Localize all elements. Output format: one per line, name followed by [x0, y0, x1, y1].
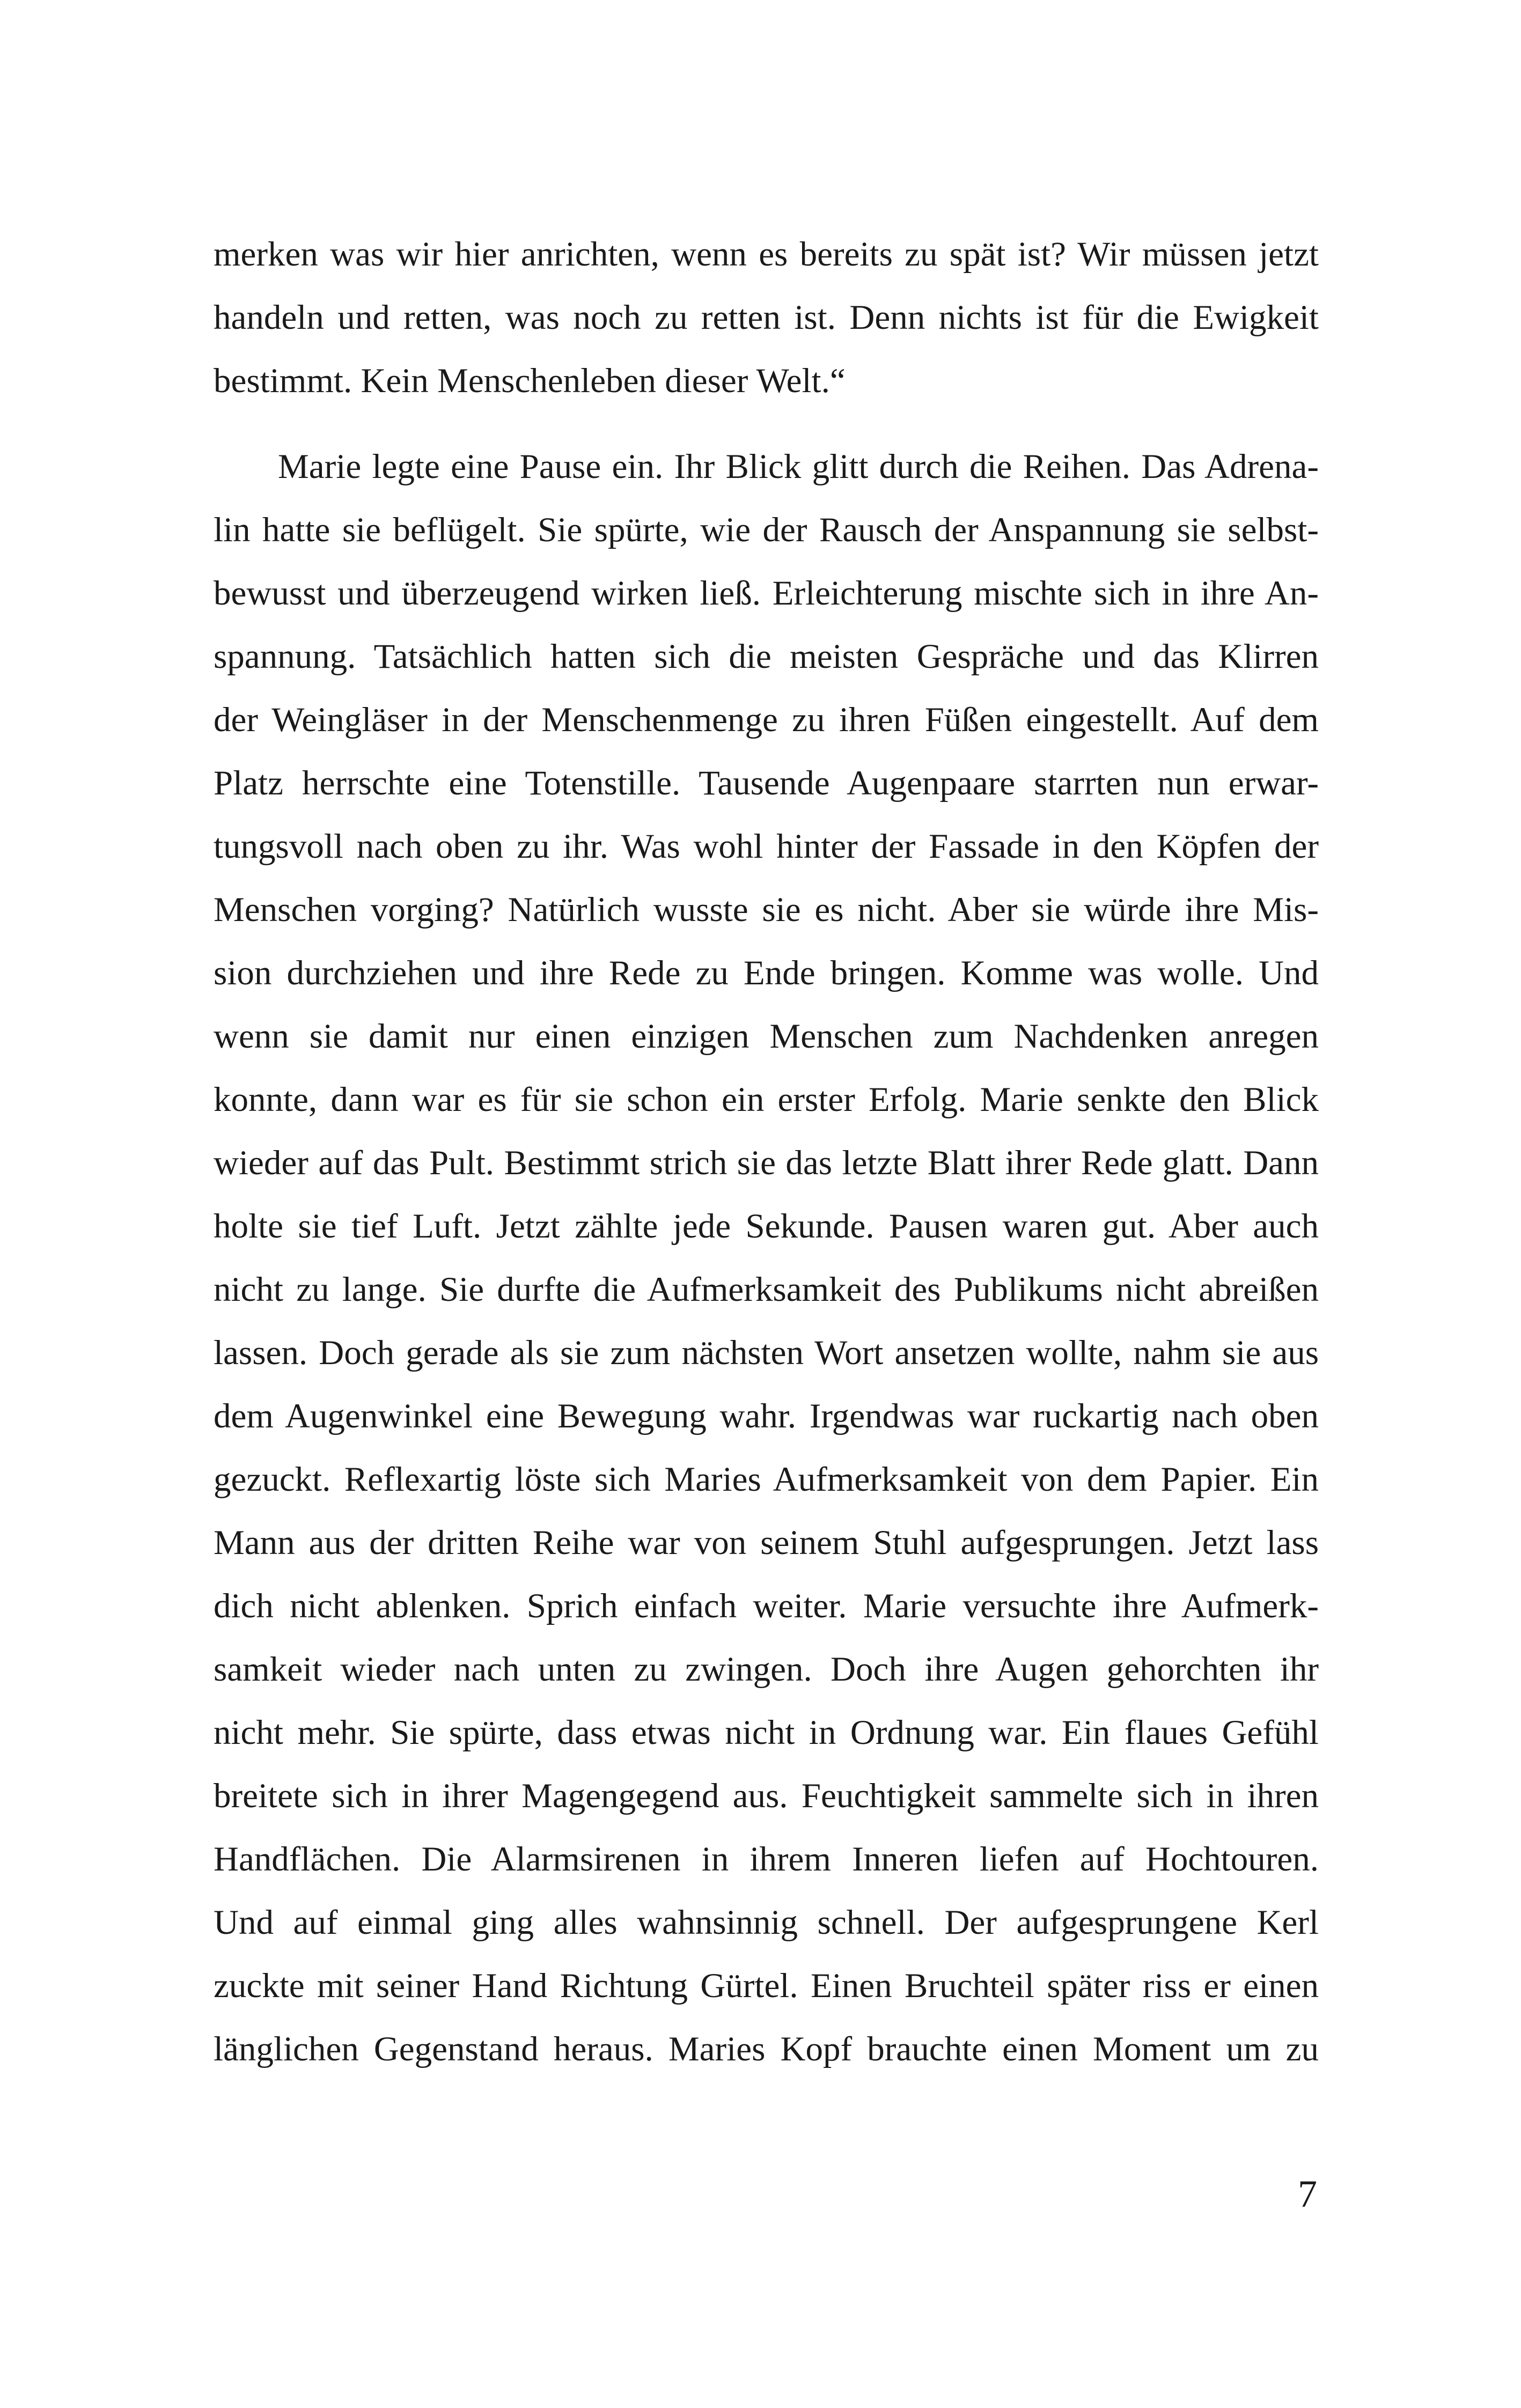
- text-line: spannung. Tatsächlich hatten sich die meisten Gespräche und das Klirren: [214, 637, 1319, 676]
- paragraph-gap: [214, 413, 1319, 435]
- text-line: lin hatte sie beflügelt. Sie spürte, wie der Rausch der Anspannung sie selbst-: [214, 511, 1319, 549]
- text-line: sion durchziehen und ihre Rede zu Ende bringen. Komme was wolle. Und: [214, 954, 1319, 992]
- text-line: gezuckt. Reflexartig löste sich Maries Aufmerksamkeit von dem Papier. Ein: [214, 1460, 1319, 1499]
- text-line: Mann aus der dritten Reihe war von seinem Stuhl aufgesprungen. Jetzt lass: [214, 1523, 1319, 1562]
- text-line: konnte, dann war es für sie schon ein erster Erfolg. Marie senkte den Blick: [214, 1080, 1319, 1119]
- paragraph-2: [214, 435, 1319, 2081]
- paragraph-1: [214, 223, 1319, 413]
- text-line: Menschen vorging? Natürlich wusste sie es nicht. Aber sie würde ihre Mis-: [214, 890, 1319, 929]
- text-line: samkeit wieder nach unten zu zwingen. Doch ihre Augen gehorchten ihr: [214, 1650, 1319, 1689]
- text-line: merken was wir hier anrichten, wenn es bereits zu spät ist? Wir müssen jetzt: [214, 235, 1319, 274]
- page-number: 7: [1298, 2173, 1317, 2215]
- text-line: Handflächen. Die Alarmsirenen in ihrem Inneren liefen auf Hochtouren.: [214, 1840, 1319, 1879]
- text-line: holte sie tief Luft. Jetzt zählte jede Sekunde. Pausen waren gut. Aber auch: [214, 1207, 1319, 1246]
- text-line: länglichen Gegenstand heraus. Maries Kopf brauchte einen Moment um zu: [214, 2030, 1319, 2068]
- text-line: breitete sich in ihrer Magengegend aus. Feuchtigkeit sammelte sich in ihren: [214, 1777, 1319, 1815]
- text-line: lassen. Doch gerade als sie zum nächsten Wort ansetzen wollte, nahm sie aus: [214, 1334, 1319, 1372]
- text-line: dem Augenwinkel eine Bewegung wahr. Irgendwas war ruckartig nach oben: [214, 1397, 1319, 1435]
- text-line: nicht zu lange. Sie durfte die Aufmerksamkeit des Publikums nicht abreißen: [214, 1270, 1319, 1309]
- text-line: bestimmt. Kein Menschenleben dieser Welt.“: [214, 362, 846, 400]
- text-line: nicht mehr. Sie spürte, dass etwas nicht in Ordnung war. Ein flaues Gefühl: [214, 1713, 1319, 1752]
- body-text: [214, 223, 1319, 2081]
- text-line: tungsvoll nach oben zu ihr. Was wohl hinter der Fassade in den Köpfen der: [214, 827, 1319, 866]
- text-line: handeln und retten, was noch zu retten ist. Denn nichts ist für die Ewigkeit: [214, 298, 1319, 337]
- text-line: Platz herrschte eine Totenstille. Tausende Augenpaare starrten nun erwar-: [214, 764, 1319, 802]
- text-line: zuckte mit seiner Hand Richtung Gürtel. Einen Bruchteil später riss er einen: [214, 1967, 1319, 2005]
- text-line: dich nicht ablenken. Sprich einfach weiter. Marie versuchte ihre Aufmerk-: [214, 1587, 1319, 1625]
- text-line: wieder auf das Pult. Bestimmt strich sie das letzte Blatt ihrer Rede glatt. Dann: [214, 1144, 1319, 1182]
- text-line: Und auf einmal ging alles wahnsinnig schnell. Der aufgesprungene Kerl: [214, 1903, 1319, 1942]
- text-line: der Weingläser in der Menschenmenge zu ihren Füßen eingestellt. Auf dem: [214, 701, 1319, 739]
- text-line: bewusst und überzeugend wirken ließ. Erleichterung mischte sich in ihre An-: [214, 574, 1319, 613]
- text-line: Marie legte eine Pause ein. Ihr Blick glitt durch die Reihen. Das Adrena-: [278, 447, 1319, 486]
- text-line: wenn sie damit nur einen einzigen Menschen zum Nachdenken anregen: [214, 1017, 1319, 1056]
